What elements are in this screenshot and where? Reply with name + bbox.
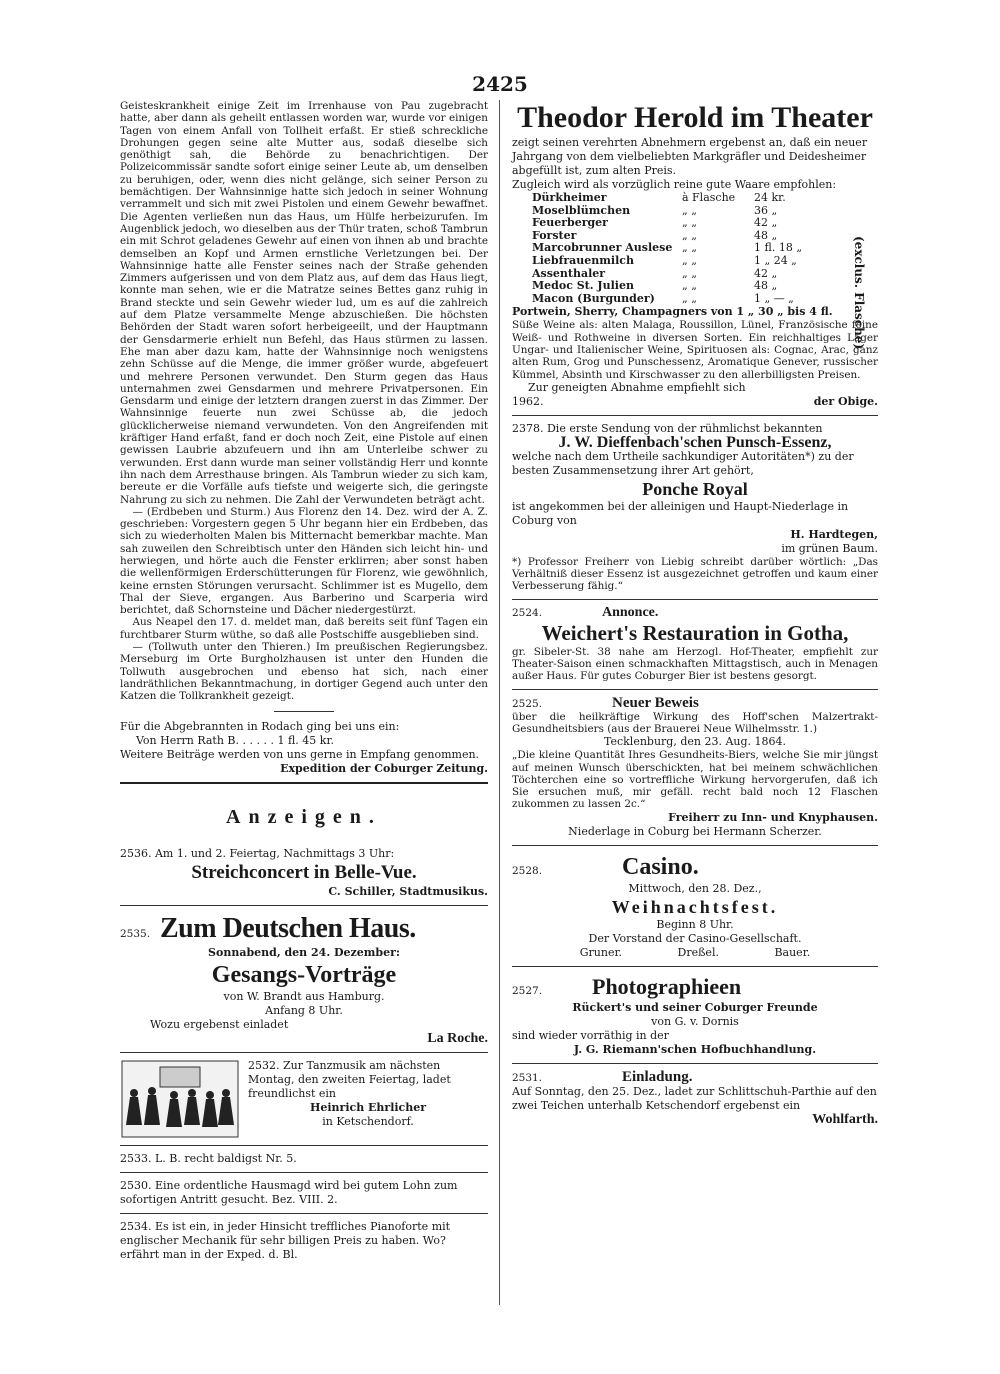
ad-2525-depot: Niederlage in Coburg bei Hermann Scherzer. xyxy=(568,824,822,838)
divider xyxy=(120,905,488,906)
wine-row xyxy=(532,293,878,306)
ad-2535-title: Zum Deutschen Haus. xyxy=(160,912,416,944)
news-paragraph-madman: Geisteskrankheit einige Zeit im Irrenhause von Pau zugebracht hatte, aber dann als geheilt entlassen worden war, wurde vor einigen Tagen von einem Anfall von Tollheit erfaßt. Er stieß schreckliche Drohungen gegen seine alte Mutter aus, sodaß dieselbe sich genöthigt sah, die Behörde zu benachrichtigen. Der Polizeicommissär sandte sofort einige seiner Leute ab, um denselben zu beruhigen, oder, wenn dies nicht gelänge, sich seiner Person zu bemächtigen. Der Wahnsinnige hatte sich jedoch in seiner Wohnung verrammelt und sich mit zwei Pistolen und einem Gewehr bewaffnet. Die Agenten verließen nun das Haus, um Hülfe herbeizurufen. Im Augenblick jedoch, wo dieselben aus der Thür traten, schoß Tambrun ein mit Schrot geladenes Gewehr auf einen von ihnen ab und brachte demselben an Kopf und Armen ernstliche Verletzungen bei. Der Wahnsinnige hatte alle Fenster seines nach der Straße gehenden Zimmers aufgerissen und von dem Platz aus, auf dem das Haus liegt, konnte man sehen, wie er die Matratze seines Bettes ganz ruhig in Brand steckte und sein Gewehr wieder lud, um es auf die zahlreich auf dem Platze versammelte Menge abzuschießen. Die höchsten Behörden der Stadt waren sofort herbeigeeilt, und der Hauptmann der Gensdarmerie erhielt nun Befehl, das Haus stürmen zu lassen. Ehe man aber dazu kam, hatte der Wahnsinnige noch wenigstens zehn Schüsse auf die Menge, die immer größer wurde, abgefeuert und mehrere Personen verwundet. Den Sturm gegen das Haus unternahmen zwei Gensdarmen und mehrere Privatpersonen. Ein Gensdarm und einige der letztern drangen zuerst in das Zimmer. Der Wahnsinnige feuerte nun zwei Schüsse ab, die jedoch glücklicherweise niemand verwundeten. Von den Angreifenden mit kräftiger Hand erfaßt, fand er doch noch Zeit, eine Pistole auf einen gewissen Laubrie abzufeuern und ihn am Unterleibe schwer zu verwunden. Erst dann wurde man seiner vollständig Herr und konnte ihn nach dem Arresthause bringen. Als Tambrun wieder zu sich kam, bereute er die Vorfälle aufs tiefste und weigerte sich, die geringste Nahrung zu sich zu nehmen. Die Zahl der Verwundeten beträgt acht. xyxy=(120,100,489,506)
ad-2378-place: im grünen Baum. xyxy=(781,541,878,555)
wine-unit: „ „ xyxy=(682,241,697,255)
section-divider xyxy=(274,711,334,712)
wine-row xyxy=(532,217,878,230)
divider xyxy=(120,782,488,784)
ad-2525-text: über die heilkräftige Wirkung des Hoff'schen Malzertrakt-Gesundheitsbiers (aus der Brauerei Neue Wilhelmsstr. 1.) xyxy=(512,710,878,735)
ad-2528-date: Mittwoch, den 28. Dez., xyxy=(628,881,762,895)
wine-unit: „ „ xyxy=(682,253,697,267)
wine-row xyxy=(532,280,878,293)
wine-unit: „ „ xyxy=(682,216,697,230)
wine-list xyxy=(512,192,878,305)
ad-2535-number: 2535. xyxy=(120,927,151,940)
ad-2535-event: Gesangs-Vorträge xyxy=(211,961,397,988)
news-section xyxy=(120,100,488,703)
wine-name: Medoc St. Julien xyxy=(532,279,634,293)
divider xyxy=(512,1063,878,1064)
ad-2527-number: 2527. xyxy=(512,984,543,997)
ad-2532-text: 2532. Zur Tanzmusik am nächsten Montag, den zweiten Feiertag, ladet freundlichst ein xyxy=(248,1058,451,1100)
wine-row xyxy=(532,192,878,205)
wine-unit: „ „ xyxy=(682,203,697,217)
herold-signature: der Obige. xyxy=(813,394,878,408)
wine-price: 24 kr. xyxy=(754,191,786,204)
ad-2535-signature: La Roche. xyxy=(427,1030,488,1046)
ad-2524-title: Weichert's Restauration in Gotha, xyxy=(541,620,849,645)
herold-port: Portwein, Sherry, Champagners von 1 „ 30 „ bis 4 fl. xyxy=(512,305,833,319)
wine-name: Assenthaler xyxy=(532,266,606,280)
ad-2524-label: Annonce. xyxy=(602,604,659,620)
donation-note: Weitere Beiträge werden von uns gerne in Empfang genommen. xyxy=(120,747,480,761)
news-paragraph-naples: Aus Neapel den 17. d. meldet man, daß bereits seit fünf Tagen ein furchtbarer Sturm wüthe, so daß alle Postschiffe ausgeblieben sind. xyxy=(120,616,488,641)
divider xyxy=(512,599,878,600)
wine-unit: „ „ xyxy=(682,228,697,242)
wine-name: Marcobrunner Auslese xyxy=(532,241,673,255)
wine-unit: „ „ xyxy=(682,279,697,293)
wine-row xyxy=(532,255,878,268)
wine-unit: à Flasche xyxy=(682,191,736,204)
wine-name: Moselblümchen xyxy=(532,203,631,217)
ad-2528-name: Dreßel. xyxy=(677,945,719,959)
herold-more: Süße Weine als: alten Malaga, Roussillon, Lünel, Französische feine Weiß- und Rothweine in diversen Sorten. Ein reichhaltiges Lager Ungar- und Italienischer Weine, Spirituosen als: Cognac, Arac, ganz alten Rum, Grog und Punschessenz, Aromatique Genever, russischer Kümmel, Absinth und Kirschwasser zu den allerbilligsten Preisen. xyxy=(512,319,878,381)
anzeigen-heading: Anzeigen. xyxy=(226,805,382,828)
ad-2378-signature: H. Hardtegen, xyxy=(790,527,878,541)
donation-heading: Für die Abgebrannten in Rodach ging bei uns ein: xyxy=(120,719,400,733)
divider xyxy=(512,966,878,967)
herold-intro-2: Zugleich wird als vorzüglich reine gute Waare empfohlen: xyxy=(512,178,837,191)
ad-2528-number: 2528. xyxy=(512,864,543,877)
divider xyxy=(512,689,878,690)
column-divider xyxy=(499,100,500,1305)
herold-intro: zeigt seinen verehrten Abnehmern ergebenst an, daß ein neuer Jahrgang von dem vielbeliebten Markgräfler und Deidesheimer abgefüllt ist, zum alten Preis. xyxy=(512,136,868,177)
ad-2535 xyxy=(120,912,488,1046)
ad-2534: 2534. Es ist ein, in jeder Hinsicht treffliches Pianoforte mit englischer Mechanik für sehr billigen Preis zu haben. Wo? erfährt man in der Exped. d. Bl. xyxy=(120,1219,451,1261)
ad-2525 xyxy=(512,696,878,839)
ad-2527-shop: J. G. Riemann'schen Hofbuchhandlung. xyxy=(573,1042,817,1056)
ad-2528-name: Gruner. xyxy=(579,945,623,959)
ad-2531-signature: Wohlfarth. xyxy=(812,1111,878,1127)
divider xyxy=(120,1145,488,1146)
ad-2536-line: 2536. Am 1. und 2. Feiertag, Nachmittags 3 Uhr: xyxy=(120,846,395,860)
ad-2531-number: 2531. xyxy=(512,1071,543,1084)
ad-2528-start: Beginn 8 Uhr. xyxy=(656,917,734,931)
ad-2527-title: Photographieen xyxy=(592,973,742,999)
ad-2378-text: welche nach dem Urtheile sachkundiger Autoritäten*) zu der besten Zusammensetzung ihrer Art gehört, xyxy=(512,449,854,477)
ad-2527 xyxy=(512,973,878,1057)
ad-2525-number: 2525. xyxy=(512,697,543,710)
ad-2530: 2530. Eine ordentliche Hausmagd wird bei gutem Lohn zum sofortigen Antritt gesucht. Bez. VIII. 2. xyxy=(120,1178,458,1206)
ad-2378 xyxy=(512,422,878,593)
dancers-illustration-icon xyxy=(120,1059,240,1139)
wine-price: 1 fl. 18 „ xyxy=(754,241,803,255)
wine-price: 42 „ xyxy=(754,266,778,280)
wine-name: Liebfrauenmilch xyxy=(532,253,634,267)
ad-2378-name: Ponche Royal xyxy=(642,478,748,499)
herold-number: 1962. xyxy=(512,394,544,408)
ad-2527-text: sind wieder vorräthig in der xyxy=(512,1028,669,1042)
wine-unit: „ „ xyxy=(682,291,697,305)
wine-name: Dürkheimer xyxy=(532,191,607,204)
news-paragraph-rabies: — (Tollwuth unter den Thieren.) Im preußischen Regierungsbez. Merseburg im Orte Burgholzhausen ist unter den Hunden die Tollwuth ausgebrochen und ebenso hat sich, nach einer landräthlichen Bekanntmachung, in dortiger Gegend auch unter den Katzen die Tollkrankheit gezeigt. xyxy=(120,641,488,703)
ad-2378-footnote: *) Professor Freiherr von Liebig schreibt darüber wörtlich: „Das Verhältniß dieser Essenz ist ausgezeichnet getroffen und kaum einer Verbesserung fähig.“ xyxy=(512,555,878,593)
expedition-signature: Expedition der Coburger Zeitung. xyxy=(280,761,488,775)
ad-2527-author: von G. v. Dornis xyxy=(651,1014,739,1028)
ad-2378-title: J. W. Dieffenbach'schen Punsch-Essenz, xyxy=(558,433,832,451)
page-number: 2425 xyxy=(472,72,528,96)
right-column xyxy=(512,100,878,1127)
wine-price: 42 „ xyxy=(754,216,778,230)
news-paragraph-earthquake: — (Erdbeben und Sturm.) Aus Florenz den 14. Dez. wird der A. Z. geschrieben: Vorgestern gegen 5 Uhr begann hier ein Erdbeben, das sich zu wiederholten Malen bis Mitternacht bemerkbar machte. Man sah zuweilen den Schreibtisch unter den Händen sich leicht hin- und herwiegen, und hörte auch die Fenster erklirren; aber sonst haben die wellenförmigen Erderschütterungen für Florenz, wie gewöhnlich, keine ernsten Störungen verursacht. Schlimmer ist es Mugello, dem Thal der Sieve, ergangen. Aus Barberino und Scarperia wird berichtet, daß Schornsteine und Dächer niedergestürzt. xyxy=(120,505,488,617)
ad-2535-invite: Wozu ergebenst einladet xyxy=(150,1017,289,1031)
ad-2535-start: Anfang 8 Uhr. xyxy=(265,1003,343,1017)
wine-price: 1 „ — „ xyxy=(754,291,794,305)
ad-2536-title: Streichconcert in Belle-Vue. xyxy=(191,861,417,883)
wine-name: Macon (Burgunder) xyxy=(532,291,655,305)
donation-line: Von Herrn Rath B. . . . . . 1 fl. 45 kr. xyxy=(136,733,335,747)
ad-2528-name: Bauer. xyxy=(774,945,811,959)
ad-2536 xyxy=(120,847,488,899)
ad-2536-signature: C. Schiller, Stadtmusikus. xyxy=(328,884,488,898)
divider xyxy=(120,1172,488,1173)
ad-2532-signature: Heinrich Ehrlicher xyxy=(309,1100,427,1114)
ad-2528 xyxy=(512,852,878,960)
ad-2527-subtitle: Rückert's und seiner Coburger Freunde xyxy=(572,1000,818,1014)
wine-name: Forster xyxy=(532,228,577,242)
ad-2533: 2533. L. B. recht baldigst Nr. 5. xyxy=(120,1151,297,1165)
ad-2524-number: 2524. xyxy=(512,606,543,619)
wine-side-note: (exclus. Flasche) xyxy=(852,236,866,350)
ad-2531 xyxy=(512,1070,878,1127)
divider xyxy=(512,845,878,846)
wine-price: 48 „ xyxy=(754,279,778,293)
herold-close: Zur geneigten Abnahme empfiehlt sich xyxy=(528,380,746,394)
ad-2531-text: Auf Sonntag, den 25. Dez., ladet zur Schlittschuh-Parthie auf den zwei Teichen unterhalb Ketschendorf ergebenst ein xyxy=(512,1084,877,1112)
donation-notice xyxy=(120,720,488,776)
ad-2524 xyxy=(512,606,878,683)
ad-2525-title: Neuer Beweis xyxy=(612,694,699,711)
ad-2528-event: Weihnachtsfest. xyxy=(611,896,779,917)
divider xyxy=(120,1213,488,1214)
wine-price: 36 „ xyxy=(754,203,778,217)
ad-2531-title: Einladung. xyxy=(622,1068,693,1085)
ad-2535-date: Sonnabend, den 24. Dezember: xyxy=(208,945,400,959)
divider xyxy=(120,1052,488,1053)
wine-price: 48 „ xyxy=(754,228,778,242)
ad-2525-signature: Freiherr zu Inn- und Knyphausen. xyxy=(668,810,878,824)
ad-2378-text-2: ist angekommen bei der alleinigen und Haupt-Niederlage in Coburg von xyxy=(512,499,849,527)
ad-2528-board: Der Vorstand der Casino-Gesellschaft. xyxy=(588,931,802,945)
herold-title: Theodor Herold im Theater xyxy=(517,101,873,134)
ad-2525-quote: „Die kleine Quantität Ihres Gesundheits-Biers, welche Sie mir jüngst auf meinen Wunsch überschickten, hat bei meinem schwächlichen Töchterchen eine so vortreffliche Wirkung hervorgerufen, daß ich Sie ersuchen muß, mir gefäll. recht bald noch 12 Flaschen zukommen zu lassen 2c.“ xyxy=(512,749,878,811)
wine-name: Feuerberger xyxy=(532,216,608,230)
ad-2524-text: gr. Sibeler-St. 38 nahe am Herzogl. Hof-Theater, empfiehlt zur Theater-Saison einen schmackhaften Mittagstisch, auch in Menagen außer Haus. Für gutes Coburger Bier ist bestens gesorgt. xyxy=(512,645,878,683)
wine-price: 1 „ 24 „ xyxy=(754,253,797,267)
divider xyxy=(512,415,878,416)
left-column xyxy=(120,100,488,1262)
ad-2528-title: Casino. xyxy=(622,853,699,880)
ad-2532-place: in Ketschendorf. xyxy=(322,1114,414,1128)
herold-ad xyxy=(512,136,878,409)
ad-2525-place: Tecklenburg, den 23. Aug. 1864. xyxy=(603,735,787,749)
wine-unit: „ „ xyxy=(682,266,697,280)
ad-2535-performer: von W. Brandt aus Hamburg. xyxy=(223,989,385,1003)
ad-2532 xyxy=(120,1059,488,1139)
ad-2378-line: 2378. Die erste Sendung von der rühmlichst bekannten xyxy=(512,421,823,435)
